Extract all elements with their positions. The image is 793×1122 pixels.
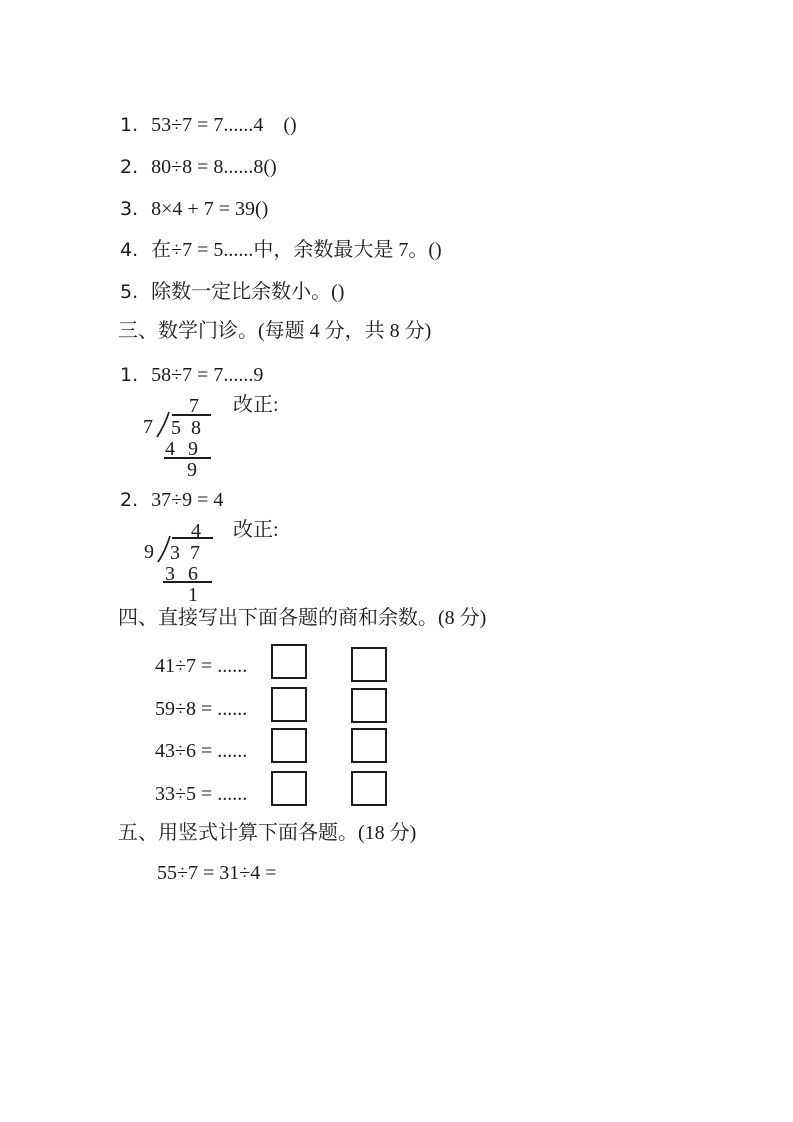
vinculum xyxy=(172,414,211,416)
expression-row: 41÷7 = ...... xyxy=(155,655,248,677)
item-number: 1. xyxy=(120,114,139,136)
dividend: 3 7 xyxy=(170,542,203,564)
section3-problem-equation xyxy=(120,489,223,512)
item-text: 在÷7 = 5......中，余数最大是 7。() xyxy=(151,239,442,261)
item-text: 除数一定比余数小。() xyxy=(151,281,345,303)
correction-label: 改正: xyxy=(233,519,279,541)
item-number: 4. xyxy=(120,239,139,261)
answer-box xyxy=(351,688,387,723)
item-text: 53÷7 = 7......4 () xyxy=(151,114,297,136)
answer-box xyxy=(271,687,307,722)
division-bracket-icon xyxy=(155,411,171,438)
section4-heading: 四、直接写出下面各题的商和余数。(8 分) xyxy=(118,607,487,629)
expression-row: 33÷5 = ...... xyxy=(155,783,248,805)
answer-box xyxy=(351,728,387,763)
judge-item xyxy=(120,156,277,179)
divisor: 9 xyxy=(144,541,154,563)
correction-label: 改正: xyxy=(233,394,279,416)
judge-item xyxy=(120,198,268,221)
expression-row: 55÷7 = 31÷4 = xyxy=(157,862,277,884)
dividend: 5 8 xyxy=(171,417,204,439)
judge-item xyxy=(120,239,442,262)
remainder: 1 xyxy=(188,584,198,606)
judge-item xyxy=(120,114,297,137)
answer-box xyxy=(351,647,387,682)
product: 3 6 xyxy=(165,563,202,585)
divisor: 7 xyxy=(143,416,153,438)
section5-heading: 五、用竖式计算下面各题。(18 分) xyxy=(118,822,417,844)
item-text: 80÷8 = 8......8() xyxy=(151,156,277,178)
section3-heading: 三、数学门诊。(每题 4 分，共 8 分) xyxy=(118,320,432,342)
answer-box xyxy=(271,644,307,679)
product: 4 9 xyxy=(165,438,202,460)
expression-row: 59÷8 = ...... xyxy=(155,698,248,720)
item-number: 1. xyxy=(120,364,139,386)
judge-item xyxy=(120,281,344,304)
item-number: 2. xyxy=(120,156,139,178)
expression-row: 43÷6 = ...... xyxy=(155,740,248,762)
item-number: 3. xyxy=(120,198,139,220)
answer-box xyxy=(271,771,307,806)
remainder: 9 xyxy=(187,459,197,481)
section3-problem-equation xyxy=(120,364,263,387)
quotient: 4 xyxy=(191,520,201,542)
equation-text: 37÷9 = 4 xyxy=(151,489,224,511)
equation-text: 58÷7 = 7......9 xyxy=(151,364,264,386)
item-text: 8×4 + 7 = 39() xyxy=(151,198,269,220)
quotient: 7 xyxy=(189,395,199,417)
answer-box xyxy=(351,771,387,806)
subtraction-line xyxy=(163,581,212,583)
answer-box xyxy=(271,728,307,763)
item-number: 5. xyxy=(120,281,139,303)
vinculum xyxy=(172,537,213,539)
item-number: 2. xyxy=(120,489,139,511)
